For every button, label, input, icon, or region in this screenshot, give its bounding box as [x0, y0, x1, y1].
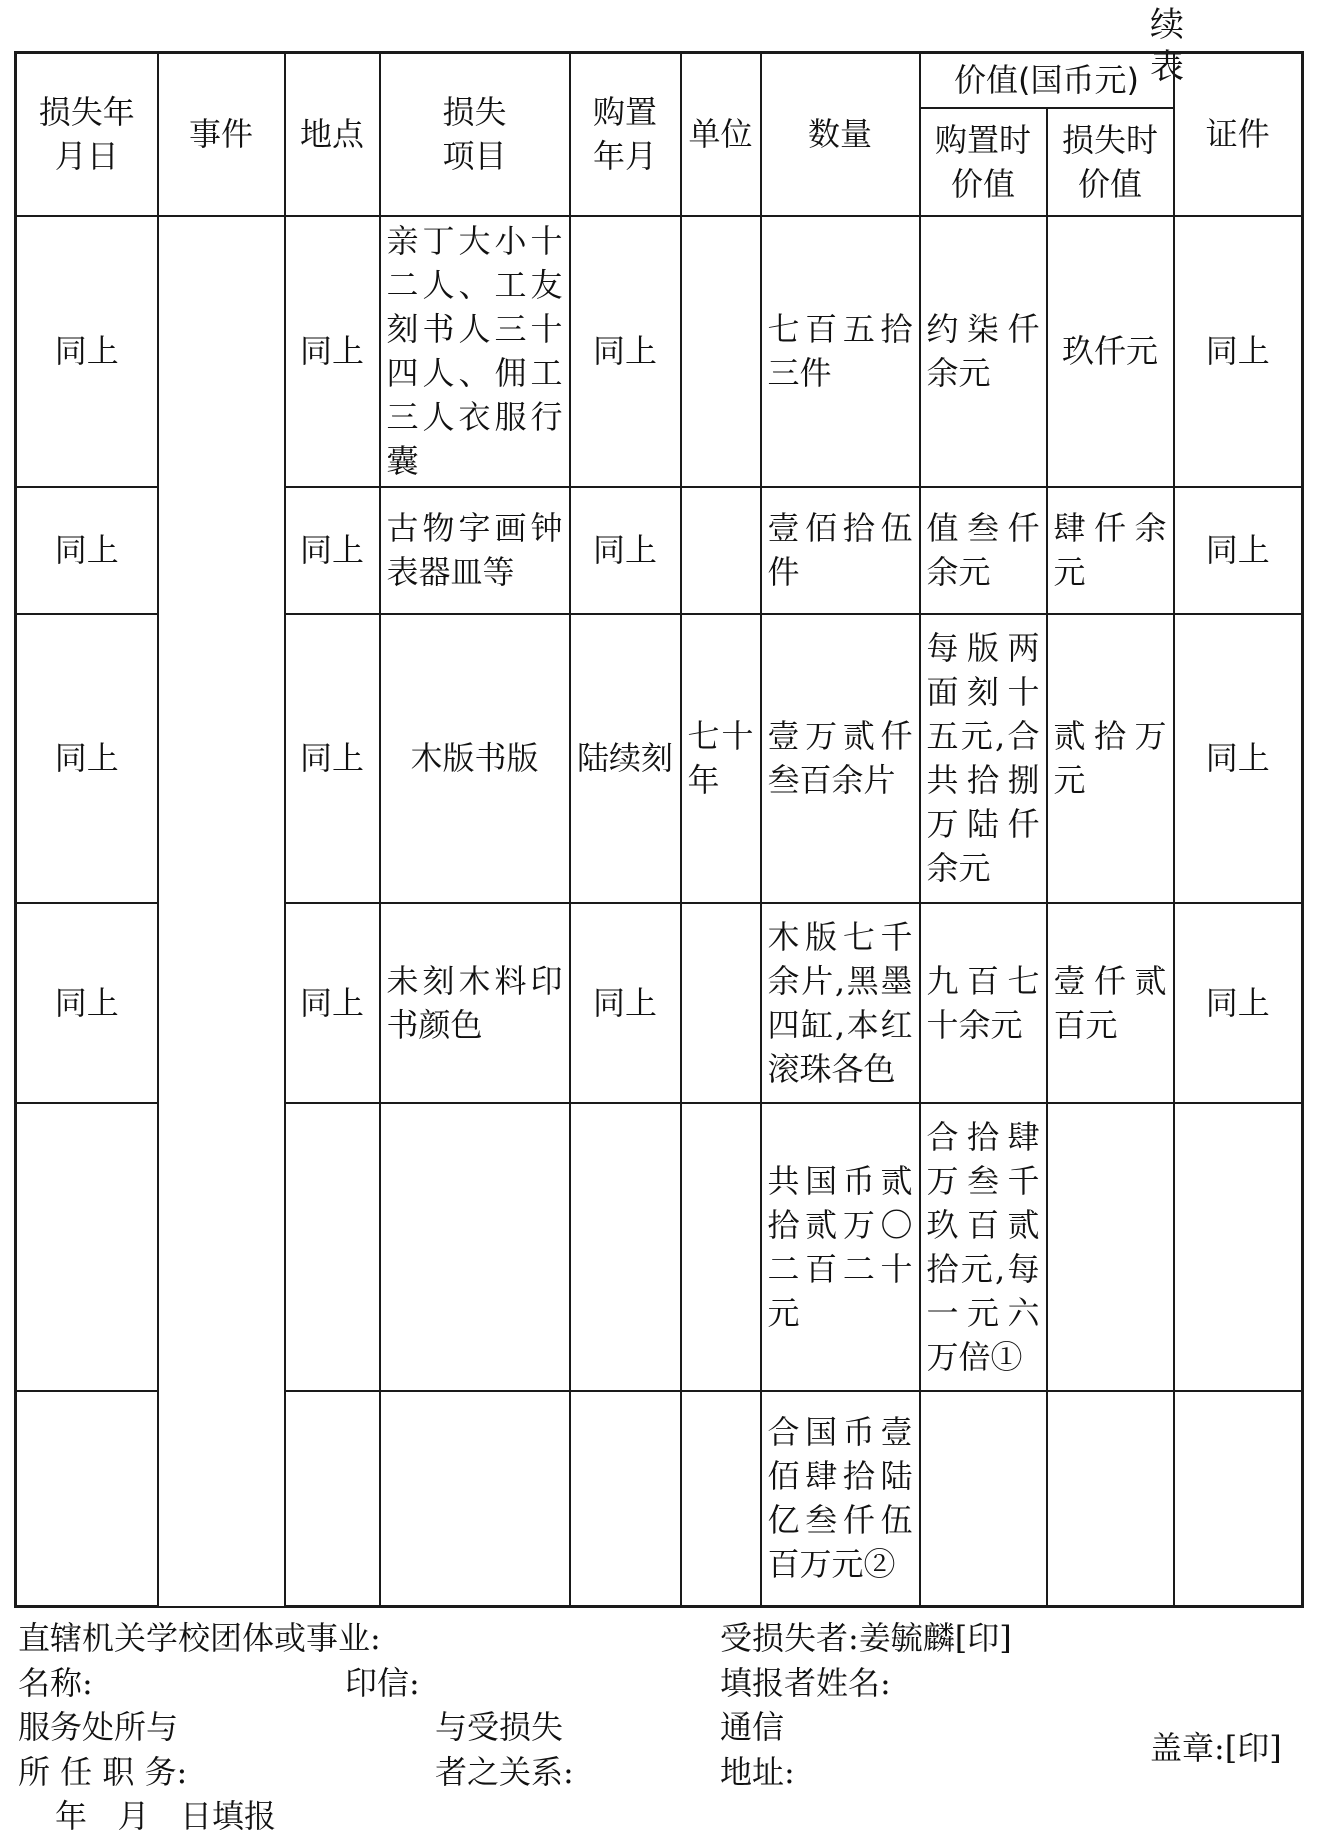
cell-quantity: 木版七千余片,黑墨四缸,本红滚珠各色 — [761, 903, 920, 1103]
header-quantity: 数量 — [761, 53, 920, 216]
header-value-group: 价值(国币元) — [920, 53, 1174, 108]
cell-unit: 七十年 — [681, 614, 761, 903]
cell-certificate — [1174, 1391, 1303, 1607]
cell-loss-value: 贰拾万元 — [1047, 614, 1174, 903]
cell-purchase-value: 九百七十余元 — [920, 903, 1047, 1103]
footer-relation-label-b: 者之关系: — [435, 1753, 574, 1791]
cell-loss-value: 玖仟元 — [1047, 216, 1174, 487]
cell-loss-value — [1047, 1391, 1174, 1607]
cell-loss-value: 壹仟贰百元 — [1047, 903, 1174, 1103]
cell-quantity: 壹万贰仟叁百余片 — [761, 614, 920, 903]
cell-quantity: 共国币贰拾贰万〇二百二十元 — [761, 1103, 920, 1391]
header-loss-value: 损失时 价值 — [1047, 108, 1174, 216]
cell-purchase-date — [570, 1391, 681, 1607]
cell-purchase-value: 值叁仟余元 — [920, 487, 1047, 614]
footer-filler-name-label: 填报者姓名: — [720, 1664, 891, 1702]
cell-quantity: 七百五拾三件 — [761, 216, 920, 487]
cell-purchase-date: 同上 — [570, 487, 681, 614]
cell-loss-date: 同上 — [16, 903, 158, 1103]
cell-location: 同上 — [285, 614, 380, 903]
cell-purchase-value: 约柒仟余元 — [920, 216, 1047, 487]
header-event: 事件 — [158, 53, 285, 216]
cell-location — [285, 1103, 380, 1391]
cell-certificate — [1174, 1103, 1303, 1391]
footer-address-label: 地址: — [720, 1753, 795, 1791]
footer-official-seal-label: 印信: — [345, 1664, 420, 1702]
cell-item — [380, 1391, 570, 1607]
cell-unit — [681, 903, 761, 1103]
header-unit: 单位 — [681, 53, 761, 216]
loss-report-table — [14, 51, 1304, 1608]
cell-item — [380, 1103, 570, 1391]
cell-purchase-date — [570, 1103, 681, 1391]
continued-table-label: 续 表 — [1150, 5, 1212, 87]
header-certificate: 证件 — [1174, 53, 1303, 216]
cell-item: 木版书版 — [380, 614, 570, 903]
footer-position-label: 所 任 职 务: — [18, 1753, 188, 1791]
cell-loss-date — [16, 1391, 158, 1607]
cell-certificate: 同上 — [1174, 216, 1303, 487]
cell-purchase-date: 同上 — [570, 216, 681, 487]
cell-loss-date: 同上 — [16, 216, 158, 487]
cell-purchase-value: 每版两面刻十五元,合共拾捌万陆仟余元 — [920, 614, 1047, 903]
footer-name-label: 名称: — [18, 1664, 93, 1702]
header-purchase-date: 购置 年月 — [570, 53, 681, 216]
cell-item: 未刻木料印书颜色 — [380, 903, 570, 1103]
header-loss-date: 损失年 月日 — [16, 53, 158, 216]
cell-item: 古物字画钟表器皿等 — [380, 487, 570, 614]
cell-certificate: 同上 — [1174, 903, 1303, 1103]
cell-loss-date: 同上 — [16, 614, 158, 903]
footer-victim: 受损失者:姜毓麟[印] — [720, 1619, 1012, 1657]
cell-location: 同上 — [285, 487, 380, 614]
cell-purchase-value: 合拾肆万叁千玖百贰拾元,每一元六万倍① — [920, 1103, 1047, 1391]
header-purchase-value: 购置时 价值 — [920, 108, 1047, 216]
cell-purchase-date: 同上 — [570, 903, 681, 1103]
cell-loss-value: 肆仟余元 — [1047, 487, 1174, 614]
cell-unit — [681, 1103, 761, 1391]
cell-purchase-date: 陆续刻 — [570, 614, 681, 903]
cell-unit — [681, 216, 761, 487]
cell-loss-date: 同上 — [16, 487, 158, 614]
footer-organization-label: 直辖机关学校团体或事业: — [18, 1619, 381, 1657]
cell-quantity: 壹佰拾伍件 — [761, 487, 920, 614]
cell-loss-date — [16, 1103, 158, 1391]
footer-workplace-label: 服务处所与 — [18, 1708, 179, 1746]
cell-quantity: 合国币壹佰肆拾陆亿叁仟伍百万元② — [761, 1391, 920, 1607]
cell-certificate: 同上 — [1174, 487, 1303, 614]
cell-loss-value — [1047, 1103, 1174, 1391]
cell-location: 同上 — [285, 216, 380, 487]
header-location: 地点 — [285, 53, 380, 216]
cell-event — [158, 216, 285, 1607]
footer-communication-label: 通信 — [720, 1708, 785, 1746]
cell-location — [285, 1391, 380, 1607]
footer-fill-date: 年 月 日填报 — [55, 1797, 277, 1835]
footer-seal-label: 盖章:[印] — [1150, 1729, 1282, 1767]
cell-location: 同上 — [285, 903, 380, 1103]
cell-certificate: 同上 — [1174, 614, 1303, 903]
cell-unit — [681, 1391, 761, 1607]
header-loss-item: 损失 项目 — [380, 53, 570, 216]
cell-unit — [681, 487, 761, 614]
footer-relation-label-a: 与受损失 — [435, 1708, 564, 1746]
cell-item: 亲丁大小十二人、工友刻书人三十四人、佣工三人衣服行囊 — [380, 216, 570, 487]
cell-purchase-value — [920, 1391, 1047, 1607]
table-row — [16, 216, 1303, 487]
